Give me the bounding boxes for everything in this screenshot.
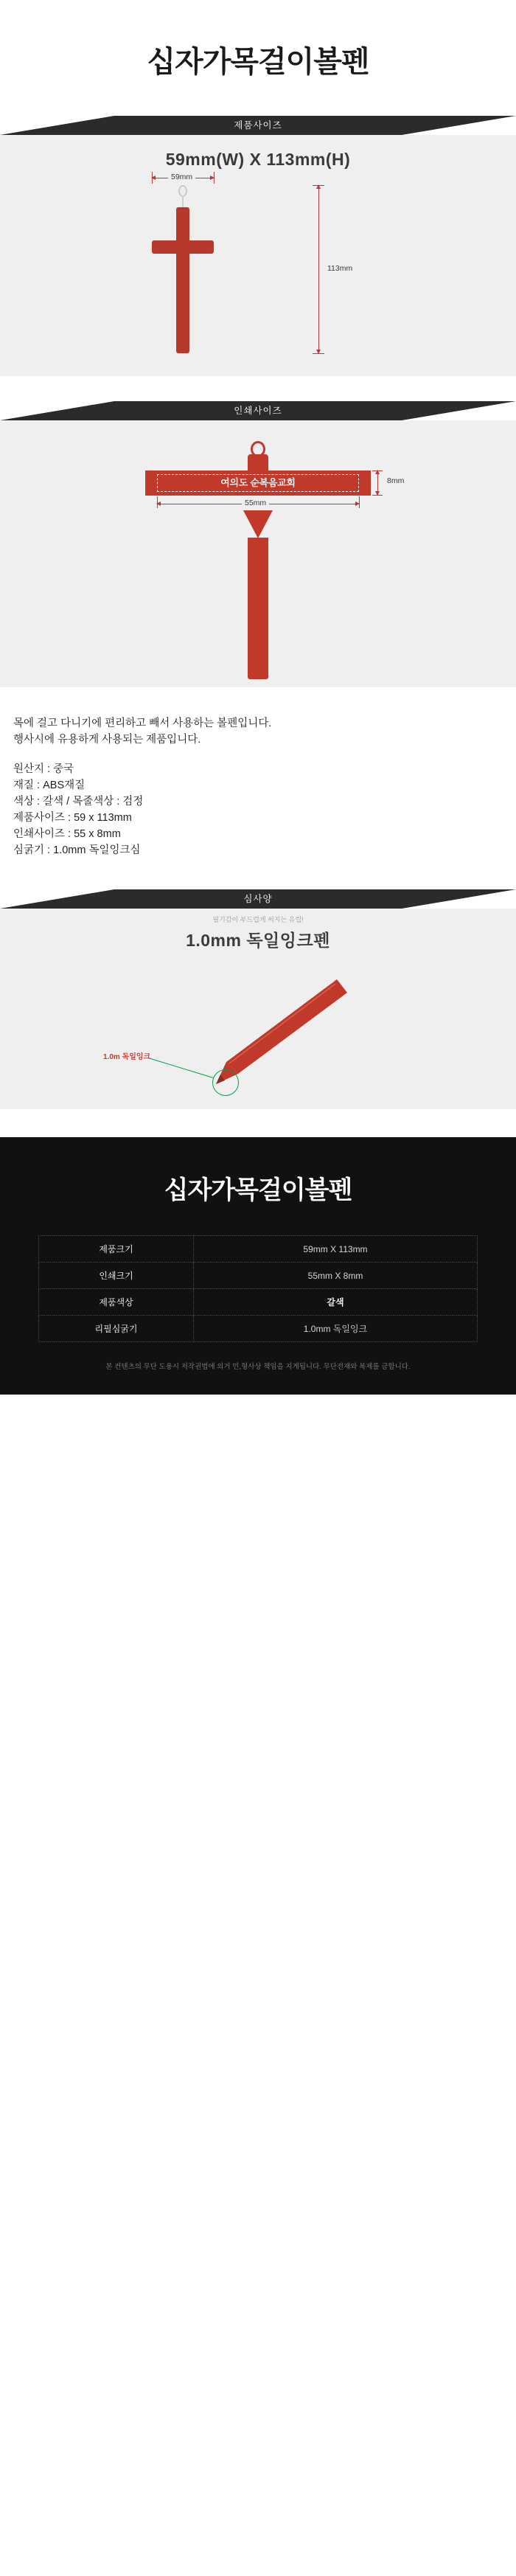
spacer-4 (0, 1109, 516, 1137)
ink-tip-highlight-circle (212, 1069, 239, 1096)
table-row (39, 1236, 478, 1263)
spec-table (38, 1235, 478, 1342)
spec-key: 제품크기 (39, 1236, 194, 1263)
print-dim-label-width: 55mm (242, 499, 269, 507)
spec-value: 갈색 (194, 1289, 478, 1316)
table-row (39, 1316, 478, 1342)
spacer-3 (0, 858, 516, 889)
band-label-ink: 심사양 (243, 894, 273, 904)
ink-heading: 1.0mm 독일잉크펜 (186, 931, 330, 950)
band-label-print-size: 인쇄사이즈 (234, 406, 282, 416)
desc-gap (13, 748, 503, 761)
page-title: 십자가목걸이볼펜 (147, 46, 369, 78)
section-band-ink (0, 889, 516, 909)
desc-spec-tip: 심굵기 : 1.0mm 독일잉크심 (13, 844, 141, 856)
dim-label-width: 59mm (168, 173, 195, 181)
pen-cap (248, 454, 268, 471)
desc-line-2: 행사시에 유용하게 사용되는 제품입니다. (13, 734, 201, 746)
ink-stage (0, 909, 516, 1109)
cross-vertical-bar (176, 207, 189, 353)
print-size-stage (0, 420, 516, 687)
pen-shoulder (243, 510, 273, 538)
desc-line-1: 목에 걸고 다니기에 편리하고 빼서 사용하는 볼펜입니다. (13, 718, 272, 729)
dim-label-height: 113mm (324, 264, 355, 273)
spacer-1 (0, 376, 516, 401)
band-label-product-size: 제품사이즈 (234, 120, 282, 131)
desc-spec-product-size: 제품사이즈 : 59 x 113mm (13, 812, 132, 824)
print-dim-line-height (377, 471, 378, 495)
desc-spec-print-size: 인쇄사이즈 : 55 x 8mm (13, 828, 121, 840)
desc-spec-material: 재질 : ABS재질 (13, 780, 86, 791)
product-size-heading: 59mm(W) X 113mm(H) (165, 150, 351, 169)
ink-subheading: 필기감이 부드럽게 써지는 유럽! (212, 916, 304, 923)
summary-title: 십자가목걸이볼펜 (164, 1176, 352, 1204)
product-size-stage (0, 135, 516, 376)
spec-key: 리필심굵기 (39, 1316, 194, 1342)
description-block (0, 715, 516, 858)
spec-table-body (39, 1236, 478, 1342)
print-area-text: 여의도 순복음교회 (157, 474, 359, 492)
cross-horizontal-bar (152, 240, 214, 254)
print-dim-label-height: 8mm (384, 476, 407, 485)
ink-callout-label: 1.0m 독일잉크 (103, 1053, 151, 1061)
copyright-notice: 본 컨텐츠의 무단 도용시 저작권법에 의거 민,형사상 책임을 지게됩니다. 무단전재와 복제를 금합니다. (105, 1363, 411, 1371)
product-image-cross (152, 185, 214, 353)
desc-spec-color: 색상 : 갈색 / 목줄색상 : 검정 (13, 796, 144, 808)
dim-line-height (318, 185, 319, 353)
spacer-2 (0, 687, 516, 715)
table-row (39, 1263, 478, 1289)
spec-value: 55mm X 8mm (194, 1263, 478, 1289)
section-band-print-size (0, 401, 516, 420)
spec-value: 1.0mm 독일잉크 (194, 1316, 478, 1342)
table-row (39, 1289, 478, 1316)
summary-panel (0, 1137, 516, 1395)
spec-key: 인쇄크기 (39, 1263, 194, 1289)
section-band-product-size (0, 116, 516, 135)
spec-key: 제품색상 (39, 1289, 194, 1316)
desc-spec-origin: 원산지 : 중국 (13, 763, 74, 775)
spec-value: 59mm X 113mm (194, 1236, 478, 1263)
pen-barrel (248, 538, 268, 679)
